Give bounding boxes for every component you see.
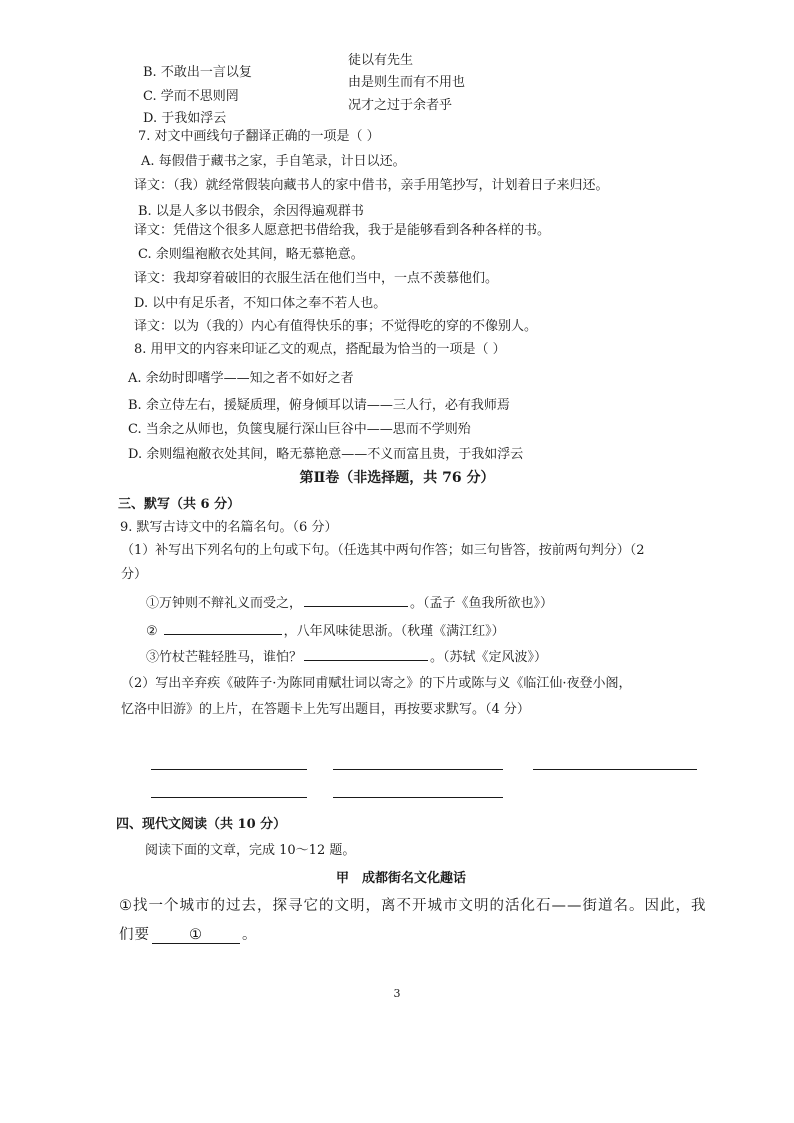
section4-title: 四、现代文阅读（共 10 分） [116,817,287,832]
section3-title: 三、默写（共 6 分） [118,497,241,512]
q9-stem: 9. 默写古诗文中的名篇名句。（6 分） [120,520,338,535]
answer-line[interactable] [533,769,697,770]
q9-item2-blank[interactable] [164,622,282,635]
q9-item3-suffix: 。（苏轼《定风波》） [430,650,548,665]
q6-option-d: D. 于我如浮云 [143,111,227,126]
part2-heading: 第Ⅱ卷（非选择题，共 76 分） [299,470,495,486]
q8-option-c: C. 当余之从师也，负箧曳屣行深山巨谷中——思而不学则殆 [128,422,471,437]
q9-part1-line2: 分） [121,567,148,582]
q9-item2 [146,622,505,641]
q9-item3-prefix: ③竹杖芒鞋轻胜马，谁怕？ [146,650,303,665]
q9-item1-prefix: ①万钟则不辩礼义而受之， [146,596,303,611]
q6-option-c: C. 学而不思则罔 [143,89,239,104]
q8-stem: 8. 用甲文的内容来印证乙文的观点，搭配最为恰当的一项是（ ） [134,342,506,357]
q7-option-d: D. 以中有足乐者，不知口体之奉不若人也。 [134,296,387,311]
q9-item3 [146,648,547,667]
q9-item2-prefix: ② [146,624,158,639]
q9-part2-line1: （2）写出辛弃疾《破阵子·为陈同甫赋壮词以寄之》的下片或陈与义《临江仙·夜登小阁， [121,676,632,691]
q7-option-b: B. 以是人多以书假余，余因得遍观群书 [138,204,364,219]
q6-right-c: 况才之过于余者乎 [348,98,453,113]
q7-option-d-translation: 译文：以为（我的）内心有值得快乐的事；不觉得吃的穿的不像别人。 [134,319,538,334]
q8-option-d: D. 余则缊袍敝衣处其间，略无慕艳意——不义而富且贵，于我如浮云 [128,447,524,462]
q6-right-b: 由是则生而有不用也 [348,75,466,90]
q7-option-a: A. 每假借于藏书之家，手自笔录，计日以还。 [141,154,406,169]
q9-part1-line1: （1）补写出下列名句的上句或下句。（任选其中两句作答；如三句皆答，按前两句判分）（2 [121,543,645,558]
article-blank-1-label: ① [189,927,203,943]
q6-option-b: B. 不敢出一言以复 [143,65,252,80]
q9-item3-blank[interactable] [304,648,428,661]
article-paragraph-2 [119,926,258,944]
article-paragraph-1: ①找一个城市的过去，探寻它的文明，离不开城市文明的活化石——街道名。因此，我 [119,898,707,914]
q6-right-a: 徒以有先生 [348,53,414,68]
q9-item1 [146,594,553,613]
q9-item2-suffix: ，八年风味徒思浙。（秋瑾《满江红》） [283,624,505,639]
article-paragraph-2-prefix: 们要 [119,927,150,943]
article-title: 甲 成都街名文化趣话 [335,871,466,886]
q9-item1-suffix: 。（孟子《鱼我所欲也》） [410,596,554,611]
answer-line[interactable] [151,769,307,770]
q9-part2-line2: 忆洛中旧游》的上片，在答题卡上先写出题目，再按要求默写。（4 分） [121,702,530,717]
section4-intro: 阅读下面的文章，完成 10～12 题。 [145,843,356,858]
answer-line[interactable] [151,797,307,798]
q7-option-a-translation: 译文：（我）就经常假装向藏书人的家中借书，亲手用笔抄写，计划着日子来归还。 [134,178,609,193]
q7-stem: 7. 对文中画线句子翻译正确的一项是（ ） [138,129,380,144]
article-blank-1[interactable] [152,927,240,944]
answer-line[interactable] [333,769,503,770]
q7-option-c: C. 余则缊袍敝衣处其间，略无慕艳意。 [138,247,364,262]
q7-option-b-translation: 译文：凭借这个很多人愿意把书借给我，我于是能够看到各种各样的书。 [134,223,551,238]
article-paragraph-2-suffix: 。 [242,927,258,943]
q7-option-c-translation: 译文：我却穿着破旧的衣服生活在他们当中，一点不羡慕他们。 [134,271,499,286]
q8-option-b: B. 余立侍左右，援疑质理，俯身倾耳以请——三人行，必有我师焉 [128,398,510,413]
q8-option-a: A. 余幼时即嗜学——知之者不如好之者 [128,371,354,386]
answer-line[interactable] [333,797,503,798]
page-number: 3 [393,987,401,1000]
q9-item1-blank[interactable] [304,594,408,607]
